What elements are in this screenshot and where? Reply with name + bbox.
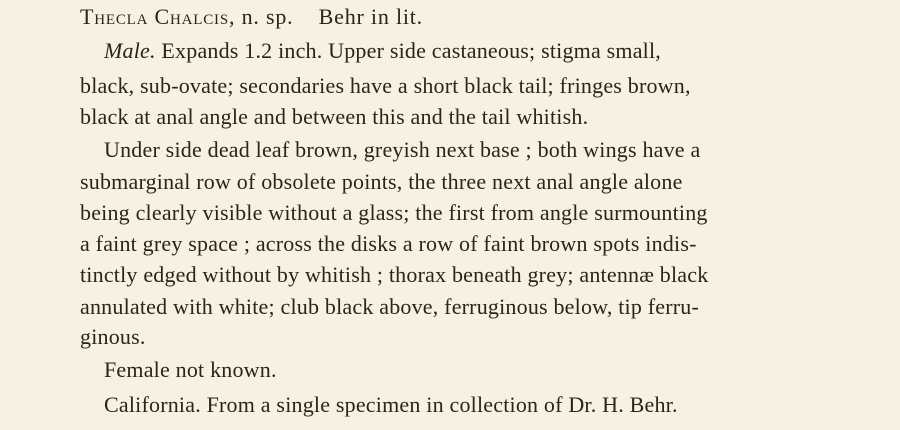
male-line-1 bbox=[104, 36, 661, 66]
underside-line-2: submarginal row of obsolete points, the three next anal angle alone bbox=[80, 169, 683, 194]
male-line-3: black at anal angle and between this and the tail whitish. bbox=[80, 104, 589, 129]
underside-line-1: Under side dead leaf brown, greyish next base ; both wings have a bbox=[104, 137, 701, 162]
underside-line-7: ginous. bbox=[80, 324, 146, 349]
locality-note: California. From a single specimen in collection of Dr. H. Behr. bbox=[104, 392, 678, 417]
female-note: Female not known. bbox=[104, 357, 277, 382]
species-heading bbox=[80, 2, 423, 32]
species-name: Chalcis bbox=[154, 4, 229, 29]
authority: Behr in lit. bbox=[318, 4, 423, 29]
male-line-1-text: Expands 1.2 inch. Upper side castaneous; stigma small, bbox=[161, 38, 661, 63]
underside-line-6: annulated with white; club black above, ferruginous below, tip ferru- bbox=[80, 294, 700, 319]
genus-name: Thecla bbox=[80, 4, 149, 29]
underside-line-5: tinctly edged without by whitish ; thorax beneath grey; antennæ black bbox=[80, 262, 709, 287]
underside-line-4: a faint grey space ; across the disks a row of faint brown spots indis- bbox=[80, 231, 697, 256]
species-suffix: , n. sp. bbox=[229, 4, 294, 29]
male-label: Male. bbox=[104, 38, 156, 63]
underside-line-3: being clearly visible without a glass; the first from angle surmounting bbox=[80, 200, 708, 225]
male-line-2: black, sub-ovate; secondaries have a short black tail; fringes brown, bbox=[80, 73, 691, 98]
